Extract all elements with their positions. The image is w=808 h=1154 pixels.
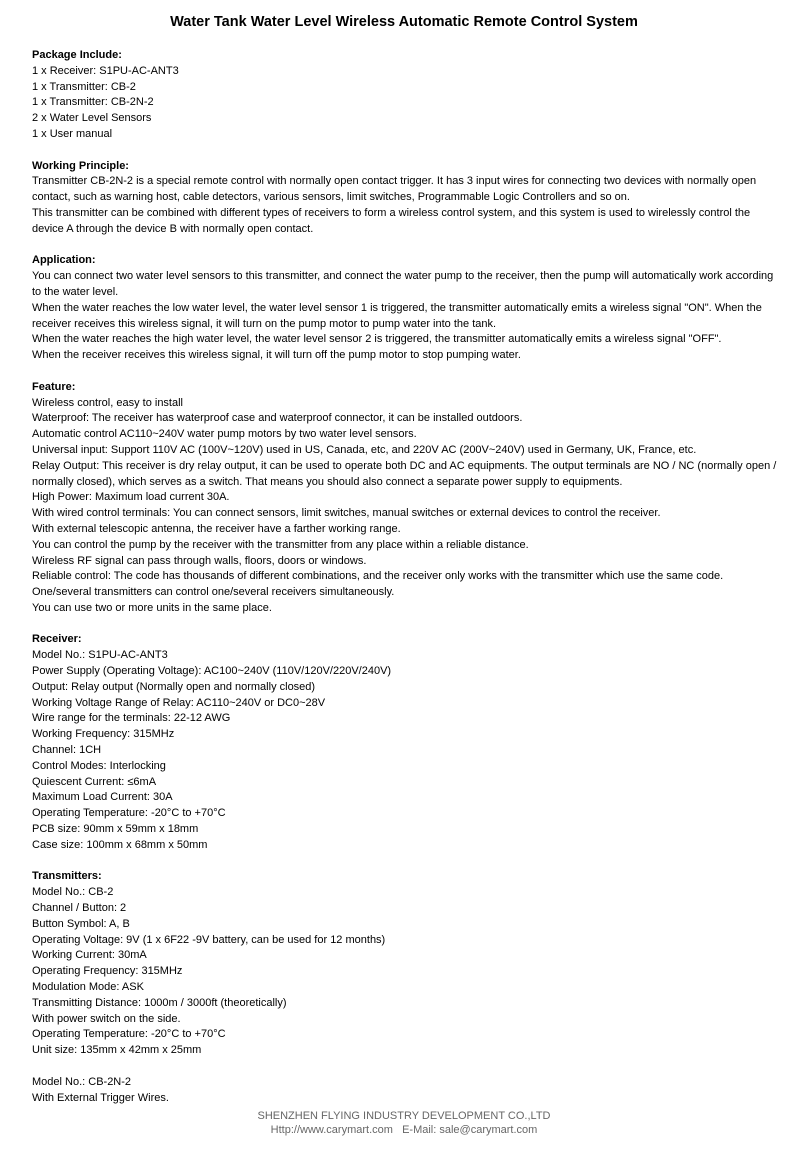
section-heading: Transmitters: xyxy=(32,870,102,883)
section-heading: Package Include: xyxy=(32,49,122,61)
footer-contact: Http://www.carymart.com E-Mail: sale@carymart.com xyxy=(270,1124,538,1136)
section-line: You can use two or more units in the same place. xyxy=(32,601,272,614)
section-line: 2 x Water Level Sensors xyxy=(32,112,152,125)
section xyxy=(32,380,780,617)
section-line: Operating Temperature: -20°C to +70°C xyxy=(32,1028,226,1041)
section-line: Wireless control, easy to install xyxy=(32,396,183,409)
section-line: One/several transmitters can control one/several receivers simultaneously. xyxy=(32,586,395,599)
section xyxy=(32,869,780,1059)
section-heading: Feature: xyxy=(32,380,76,393)
document-body xyxy=(32,48,780,1122)
section-line: Working Current: 30mA xyxy=(32,949,147,962)
section-line: Working Voltage Range of Relay: AC110~240V or DC0~28V xyxy=(32,696,326,709)
section-line: Model No.: S1PU-AC-ANT3 xyxy=(32,649,168,662)
section-line: With power switch on the side. xyxy=(32,1012,181,1025)
section-line: 1 x Transmitter: CB-2N-2 xyxy=(32,96,154,109)
section-line: You can control the pump by the receiver with the transmitter from any place within a reliable distance. xyxy=(32,538,529,551)
section-line: You can connect two water level sensors to this transmitter, and connect the water pump to the receiver, then the pump will automatically work according to the water level. xyxy=(32,270,774,298)
document-title: Water Tank Water Level Wireless Automatic Remote Control System xyxy=(170,14,638,30)
section-line: Button Symbol: A, B xyxy=(32,917,130,930)
section-line: Control Modes: Interlocking xyxy=(32,759,166,772)
section-line: 1 x Transmitter: CB-2 xyxy=(32,80,136,93)
document-footer xyxy=(0,1109,808,1137)
section-heading: Application: xyxy=(32,254,96,267)
section-line: Output: Relay output (Normally open and normally closed) xyxy=(32,680,316,693)
section-line: Working Frequency: 315MHz xyxy=(32,728,175,741)
section-line: Quiescent Current: ≤6mA xyxy=(32,775,157,788)
section-line: When the water reaches the high water level, the water level sensor 2 is triggered, the transmitter automatically emits a wireless signal "OFF". xyxy=(32,333,722,346)
section-heading: Working Principle: xyxy=(32,159,129,172)
section xyxy=(32,48,780,143)
section-line: This transmitter can be combined with different types of receivers to form a wireless control system, and this system is used to wirelessly control the device A through the device B with normally open contact. xyxy=(32,206,751,235)
section-line: Maximum Load Current: 30A xyxy=(32,791,173,804)
section-heading: Receiver: xyxy=(32,633,82,646)
section xyxy=(32,253,780,364)
section-line: Wireless RF signal can pass through walls, floors, doors or windows. xyxy=(32,554,367,567)
section-line: Model No.: CB-2N-2 xyxy=(32,1075,132,1088)
section-line: Unit size: 135mm x 42mm x 25mm xyxy=(32,1044,202,1057)
section-line: Automatic control AC110~240V water pump motors by two water level sensors. xyxy=(32,428,417,441)
section-line: Wire range for the terminals: 22-12 AWG xyxy=(32,712,231,725)
section xyxy=(32,1075,780,1107)
section-line: Modulation Mode: ASK xyxy=(32,981,144,994)
section-line: Operating Voltage: 9V (1 x 6F22 -9V battery, can be used for 12 months) xyxy=(32,933,386,946)
footer-company: SHENZHEN FLYING INDUSTRY DEVELOPMENT CO.,LTD xyxy=(257,1110,551,1122)
section-line: 1 x Receiver: S1PU-AC-ANT3 xyxy=(32,64,179,77)
section-line: Relay Output: This receiver is dry relay output, it can be used to operate both DC and AC equipments. The output terminals are NO / NC (normally open / normally closed), which serves as a switch. That means you should also connect a separate power supply to equipments. xyxy=(32,459,777,488)
section-line: Waterproof: The receiver has waterproof case and waterproof connector, it can be installed outdoors. xyxy=(32,412,523,425)
section-line: When the receiver receives this wireless signal, it will turn off the pump motor to stop pumping water. xyxy=(32,349,521,362)
section-line: Operating Temperature: -20°C to +70°C xyxy=(32,807,226,820)
section-line: Universal input: Support 110V AC (100V~120V) used in US, Canada, etc, and 220V AC (200V~240V) used in Germany, UK, France, etc. xyxy=(32,443,697,456)
section-line: Case size: 100mm x 68mm x 50mm xyxy=(32,838,208,851)
section-line: With External Trigger Wires. xyxy=(32,1091,169,1104)
section-line: Reliable control: The code has thousands of different combinations, and the receiver only works with the transmitter which use the same code. xyxy=(32,570,724,583)
section-line: Power Supply (Operating Voltage): AC100~240V (110V/120V/220V/240V) xyxy=(32,665,392,678)
section-line: 1 x User manual xyxy=(32,127,113,140)
section-line: Operating Frequency: 315MHz xyxy=(32,965,183,978)
section-line: Channel: 1CH xyxy=(32,744,102,757)
section-line: With external telescopic antenna, the receiver have a farther working range. xyxy=(32,522,401,535)
section-line: High Power: Maximum load current 30A. xyxy=(32,491,230,504)
section-line: Transmitting Distance: 1000m / 3000ft (theoretically) xyxy=(32,996,287,1009)
section-line: Transmitter CB-2N-2 is a special remote control with normally open contact trigger. It has 3 input wires for connecting two devices with normally open contact, such as warning host, cable detectors, various sensors, limit switches, Programmable Logic Controllers and so on. xyxy=(32,175,757,204)
section-line: With wired control terminals: You can connect sensors, limit switches, manual switches or external devices to control the receiver. xyxy=(32,507,661,520)
section xyxy=(32,632,780,853)
section xyxy=(32,159,780,238)
section-line: When the water reaches the low water level, the water level sensor 1 is triggered, the transmitter automatically emits a wireless signal "ON". When the receiver receives this wireless signal, it will turn on the pump motor to pump water into the tank. xyxy=(32,301,762,330)
section-line: Model No.: CB-2 xyxy=(32,886,114,899)
section-line: PCB size: 90mm x 59mm x 18mm xyxy=(32,823,199,836)
section-line: Channel / Button: 2 xyxy=(32,902,127,915)
